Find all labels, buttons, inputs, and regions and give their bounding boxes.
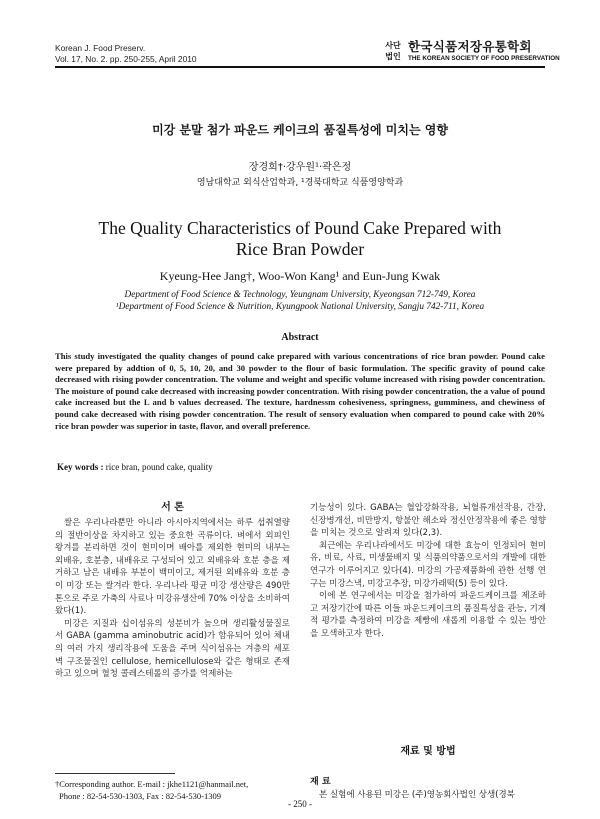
society-name-en: THE KOREAN SOCIETY OF FOOD PRESERVATION [408, 55, 560, 62]
affiliations-english [0, 289, 600, 313]
society-header [380, 39, 560, 63]
page-number: - 250 - [288, 799, 312, 809]
society-mark: 사단 법인 [385, 41, 401, 61]
intro-heading: 서 론 [161, 502, 184, 513]
methods-heading: 재료 및 방법 [400, 746, 456, 757]
materials-first-line: 본 실험에 사용된 미강은 (주)영농회사법인 상생(경북 [319, 790, 515, 800]
journal-volume: Vol. 17, No. 2. pp. 250-255, April 2010 [55, 54, 197, 64]
title-english-text: The Quality Characteristics of Pound Cake Prepared with Rice Bran Powder [98, 218, 502, 259]
title-korean: 미강 분말 첨가 파운드 케이크의 품질특성에 미치는 영향 [152, 123, 448, 137]
right-paragraph-2: 최근에는 우리나라에서도 미강에 대한 효능이 인정되어 현미유, 비료, 사료, 미생물배지 및 식품의약품으로서의 개발에 대한 연구가 이루어지고 있다(4). 미강의 가공제품화에 관한 선행 연구는 미강스낵, 미강고추장, 미강가래떡(5) 등이 있다. [310, 540, 546, 589]
right-paragraph-1: 기능성이 있다. GABA는 혈압강화작용, 뇌혈류개선작용, 간장, 신장병개선, 비만방지, 항불안 해소와 정신안정작용에 좋은 영향을 미치는 것으로 알려져 있다(2,3). [310, 503, 546, 539]
header-rule [55, 66, 545, 68]
materials-subheading: 재 료 [310, 777, 331, 787]
society-name-ko: 한국식품저장유통학회 [408, 39, 532, 54]
keywords-list: rice bran, pound cake, quality [103, 462, 213, 472]
right-paragraph-3: 이에 본 연구에서는 미강을 첨가하여 파운드케이크를 제조하고 저장기간에 따른 이들 파운드케이크의 품질특성을 관능, 기계적 평가를 측정하여 미강을 제빵에 새롭게 이용할 수 있는 방안을 모색하고자 한다. [310, 591, 546, 639]
footnote-rule [55, 773, 175, 774]
left-paragraph-1: 쌀은 우리나라뿐만 아니라 아시아지역에서는 하루 섭취열량의 절반이상을 차지하고 있는 중요한 곡류이다. 벼에서 외피인 왕겨를 분리하면 것이 현미이며 배아를 제외한 현미의 내부는 외배유, 호분층, 내배유로 구성되어 있고 외배유와 호분 층을 제거하고 남은 내배유 부분이 백미이고, 제거된 외배유와 호분 층이 미강 또는 쌀겨라 한다. 우리나라 평균 미강 생산량은 490만 톤으로 주로 가축의 사료나 미강유생산에 70% 이상을 소비하여 왔다(1). [55, 518, 290, 617]
keywords-label: Key words : [57, 462, 104, 472]
left-paragraph-2: 미강은 지질과 십이섬유의 성분비가 높으며 생리활성물질로서 GABA (gamma aminobutric acid)가 함유되어 있어 체내의 여러 가지 생리작용에 도움을 주며 식이섬유는 겨층의 세포벽 구조물질인 cellulose, hemicellulose와 같은 형태로 존재하고 있으며 혈청 콜레스테롤의 증가를 억제하는 [55, 618, 290, 680]
footnote-email: †Corresponding author. E-mail : jkhe1121@hanmail.net, [55, 779, 249, 789]
abstract-heading: Abstract [281, 332, 319, 343]
affiliation-1: Department of Food Science & Technology, Yeungnam University, Kyeongsan 712-749, Korea [124, 290, 476, 300]
abstract-body: This study investigated the quality changes of pound cake prepared with various concentrations of rice bran powder. Pound cake were prepared by addtion of 0, 5, 10, 20, and 30 powder to the flour of basic formulation. The specific gravity of pound cake decreased with rising powder concentration. The volume and weight and specific volume increased with rising powder concentration. The moisture of pound cake decreased with increasing powder concentration. With rising powder concentration, the a value of pound cake increased but the L and b values decreased. The texture, hardnessm cohesiveness, springness, gumminess, and chewiness of pound cake decreased with rising powder concentration. The result of sensory evaluation when compared to pound cake with 20% rice bran powder was superior in taste, flavor, and overall preference. [55, 351, 545, 431]
title-english [0, 218, 600, 260]
left-column [55, 517, 290, 681]
journal-info [55, 43, 197, 65]
right-column [310, 502, 546, 641]
authors-english: Kyeung-Hee Jang†, Woo-Won Kang¹ and Eun-Jung Kwak [159, 269, 441, 283]
journal-name: Korean J. Food Preserv. [55, 43, 146, 53]
affiliation-2: ¹Department of Food Science & Nutrition, Kyungpook National University, Sangju 742-711, Korea [115, 302, 485, 312]
keywords [57, 462, 213, 472]
authors-korean: 장경희†·강우원¹·곽은정 [248, 162, 352, 173]
footnote-phone: Phone : 82-54-530-1303, Fax : 82-54-530-1309 [59, 790, 221, 801]
affiliations-korean: 영남대학교 외식산업학과, ¹경북대학교 식품영양학과 [196, 178, 404, 188]
